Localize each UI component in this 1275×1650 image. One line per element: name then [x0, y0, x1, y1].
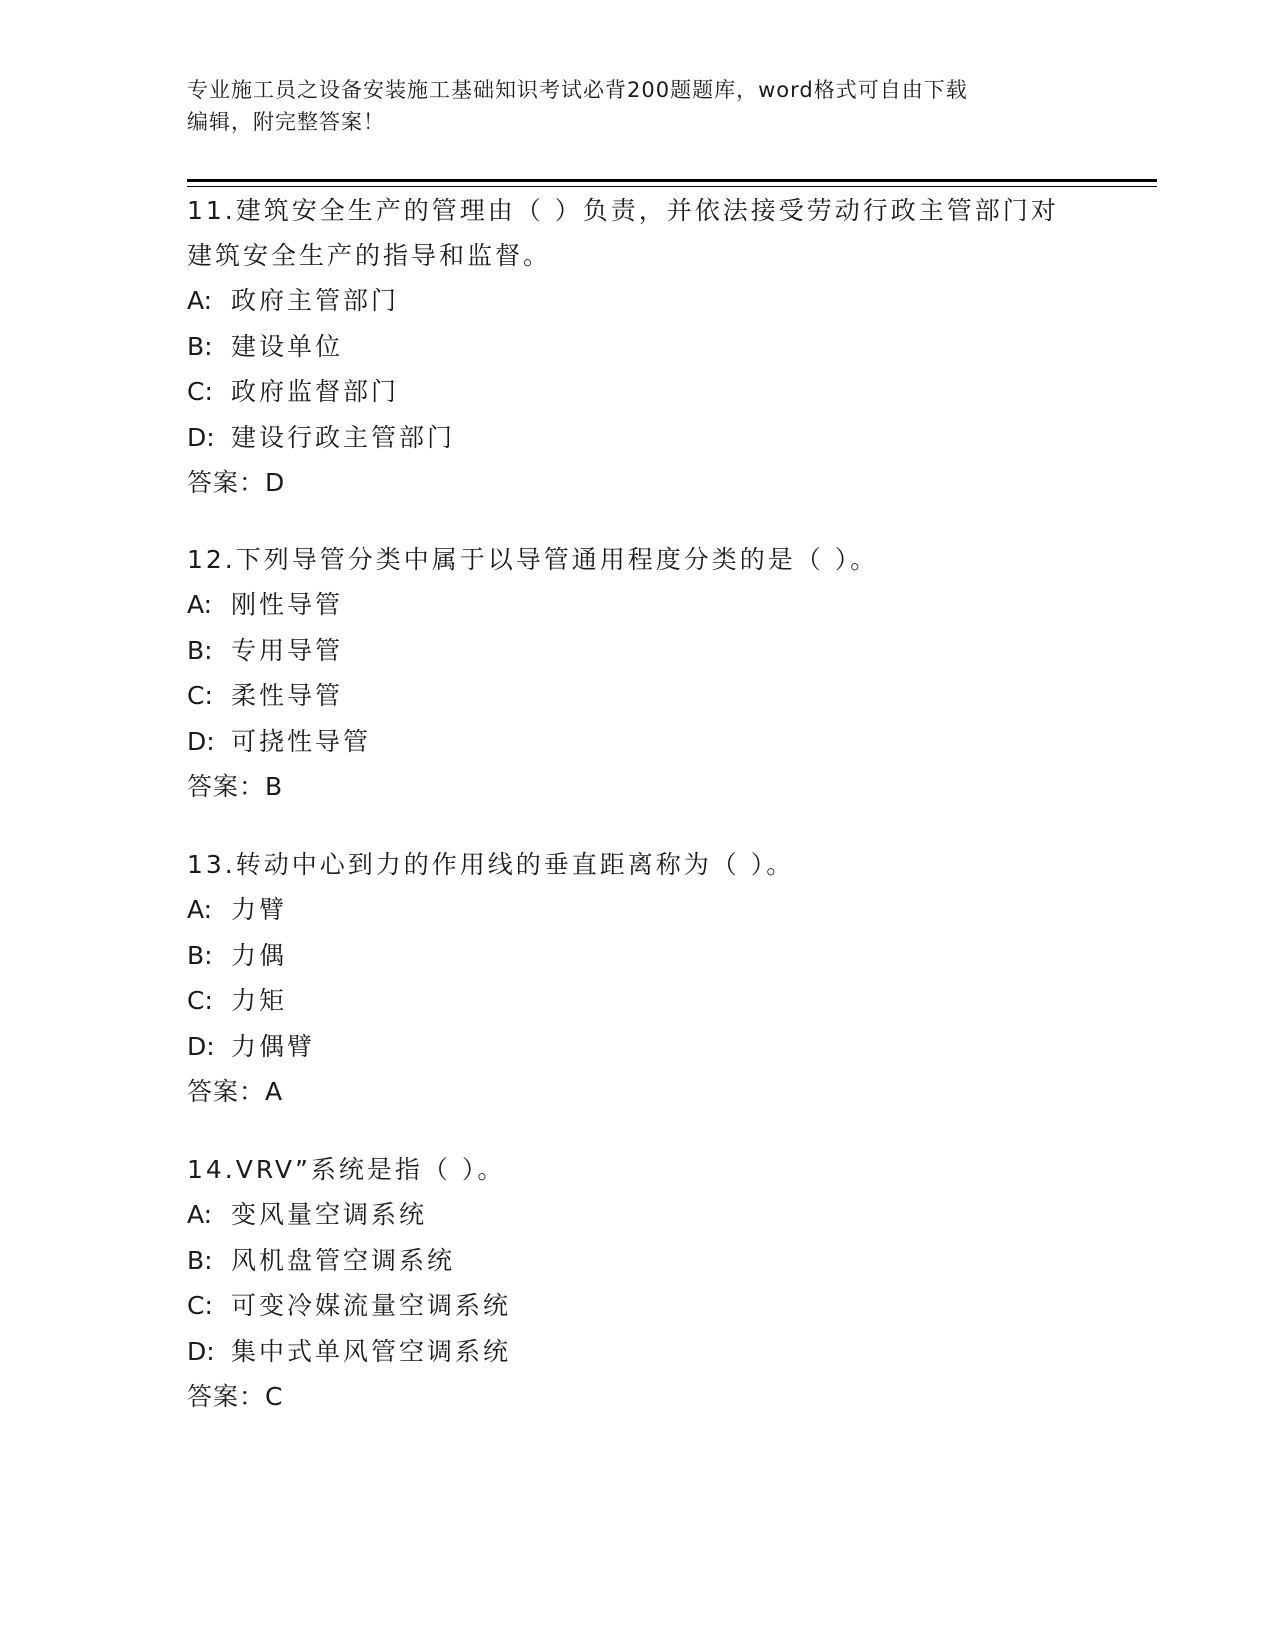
option-a [187, 887, 1067, 933]
option-key: D: [187, 1031, 215, 1061]
option-b [187, 1238, 1067, 1284]
option-b [187, 628, 1067, 674]
option-key: C: [187, 986, 213, 1015]
header-title-line-1: 专业施工员之设备安装施工基础知识考试必背200题题库，word格式可自由下载 [187, 78, 968, 102]
option-c [187, 1283, 1067, 1329]
option-b [187, 933, 1067, 979]
option-text: 力矩 [231, 986, 288, 1015]
header-divider-thin [187, 186, 1157, 187]
option-text: 刚性导管 [231, 590, 344, 619]
question-13 [187, 842, 1067, 1115]
option-key: C: [187, 681, 213, 710]
answer-value: C [265, 1382, 284, 1411]
answer-label: 答案： [187, 468, 266, 497]
answer-line [187, 1069, 1067, 1115]
option-d [187, 1024, 1067, 1070]
answer-line [187, 460, 1067, 506]
question-stem: 11.建筑安全生产的管理由（ ）负责，并依法接受劳动行政主管部门对建筑安全生产的指导和监督。 [187, 196, 1059, 270]
option-key: A: [187, 1200, 213, 1229]
option-key: B: [187, 940, 213, 970]
option-text: 力偶臂 [231, 1031, 316, 1061]
option-a [187, 1192, 1067, 1238]
option-text: 政府主管部门 [231, 286, 400, 315]
question-11 [187, 188, 1067, 506]
question-stem: 12.下列导管分类中属于以导管通用程度分类的是（ ）。 [187, 545, 879, 574]
option-text: 集中式单风管空调系统 [231, 1336, 512, 1366]
option-text: 力臂 [231, 895, 288, 924]
option-b [187, 324, 1067, 370]
answer-label: 答案： [187, 772, 266, 801]
answer-label: 答案： [187, 1382, 266, 1411]
option-d [187, 1329, 1067, 1375]
option-key: C: [187, 1291, 213, 1320]
answer-value: A [265, 1077, 284, 1106]
option-key: B: [187, 1245, 213, 1275]
option-a [187, 582, 1067, 628]
option-c [187, 673, 1067, 719]
option-key: B: [187, 331, 213, 361]
option-d [187, 719, 1067, 765]
option-d [187, 415, 1067, 461]
option-text: 专用导管 [231, 635, 344, 665]
header-title-line-2: 编辑，附完整答案！ [187, 110, 385, 134]
option-key: A: [187, 286, 213, 315]
question-stem: 14.VRV”系统是指（ ）。 [187, 1155, 506, 1184]
header-divider-thick [187, 179, 1157, 182]
option-c [187, 978, 1067, 1024]
option-c [187, 369, 1067, 415]
answer-value: B [265, 772, 284, 801]
option-a [187, 278, 1067, 324]
option-text: 风机盘管空调系统 [231, 1245, 456, 1275]
option-text: 可挠性导管 [231, 726, 372, 756]
option-key: D: [187, 1336, 215, 1366]
option-text: 政府监督部门 [231, 377, 400, 406]
option-key: D: [187, 422, 215, 452]
question-12 [187, 537, 1067, 810]
option-text: 可变冷媒流量空调系统 [231, 1291, 512, 1320]
document-header [187, 74, 1067, 138]
option-key: C: [187, 377, 213, 406]
question-14 [187, 1147, 1067, 1420]
answer-line [187, 1374, 1067, 1420]
option-text: 柔性导管 [231, 681, 344, 710]
question-stem: 13.转动中心到力的作用线的垂直距离称为（ ）。 [187, 850, 795, 879]
option-key: D: [187, 726, 215, 756]
option-key: A: [187, 590, 213, 619]
answer-value: D [265, 468, 286, 497]
answer-label: 答案： [187, 1077, 266, 1106]
option-text: 力偶 [231, 940, 288, 970]
option-text: 建设单位 [231, 331, 344, 361]
option-text: 建设行政主管部门 [231, 422, 456, 452]
answer-line [187, 764, 1067, 810]
option-text: 变风量空调系统 [231, 1200, 428, 1229]
option-key: B: [187, 635, 213, 665]
option-key: A: [187, 895, 213, 924]
